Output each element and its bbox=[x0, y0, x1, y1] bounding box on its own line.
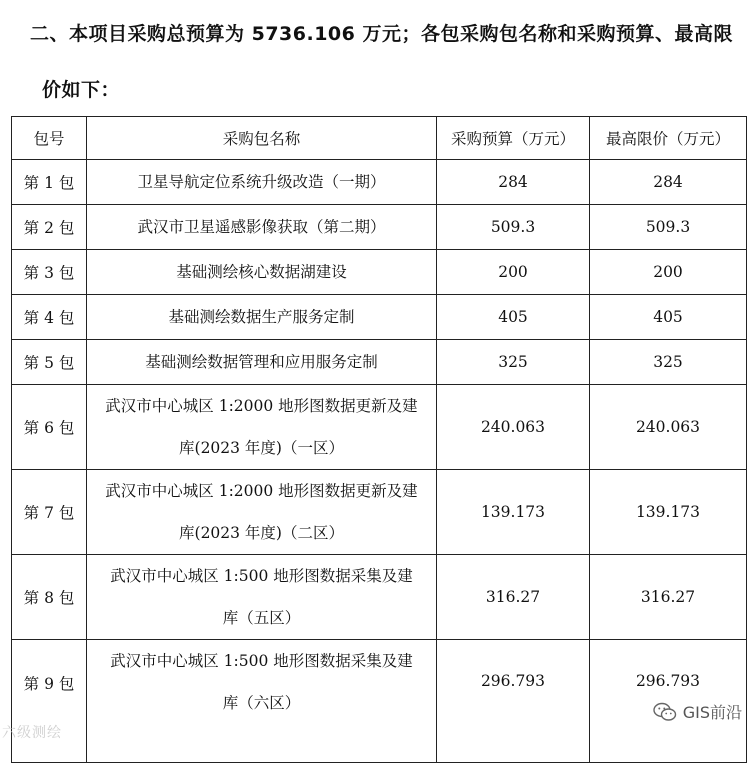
package-name-line: 库（六区） bbox=[222, 694, 301, 712]
max-price-cell: 405 bbox=[590, 295, 747, 340]
header-max-price: 最高限价（万元） bbox=[590, 117, 747, 160]
package-name-line: 武汉市卫星遥感影像获取（第二期） bbox=[137, 218, 386, 236]
table-header-row bbox=[12, 117, 747, 160]
section-heading bbox=[30, 6, 746, 118]
max-price-cell: 284 bbox=[590, 160, 747, 205]
package-name-line: 库(2023 年度)（二区） bbox=[179, 524, 344, 542]
package-name-cell bbox=[87, 640, 437, 763]
watermark-right bbox=[653, 700, 742, 723]
package-name-line: 库（五区） bbox=[222, 609, 301, 627]
watermark-right-text: GIS前沿 bbox=[682, 703, 742, 722]
max-price-cell: 296.793 bbox=[590, 640, 747, 763]
table-row bbox=[12, 295, 747, 340]
package-name-line: 武汉市中心城区 1:500 地形图数据采集及建 bbox=[110, 567, 413, 585]
package-name-cell bbox=[87, 205, 437, 250]
header-package-name: 采购包名称 bbox=[87, 117, 437, 160]
table-row bbox=[12, 250, 747, 295]
package-number-cell: 第 4 包 bbox=[12, 295, 87, 340]
package-name-cell bbox=[87, 295, 437, 340]
package-name-line: 武汉市中心城区 1:2000 地形图数据更新及建 bbox=[105, 397, 418, 415]
package-number-cell: 第 2 包 bbox=[12, 205, 87, 250]
budget-cell: 405 bbox=[437, 295, 590, 340]
package-name-line: 基础测绘数据管理和应用服务定制 bbox=[145, 353, 378, 371]
package-name-line: 库(2023 年度)（一区） bbox=[179, 439, 344, 457]
package-name-line: 基础测绘数据生产服务定制 bbox=[168, 308, 355, 326]
table-body bbox=[12, 160, 747, 763]
heading-line-2: 价如下： bbox=[42, 79, 121, 101]
package-name-cell bbox=[87, 385, 437, 470]
budget-cell: 139.173 bbox=[437, 470, 590, 555]
heading-line-1: 二、本项目采购总预算为 5736.106 万元；各包采购包名称和采购预算、最高限 bbox=[30, 23, 733, 45]
package-number-cell: 第 7 包 bbox=[12, 470, 87, 555]
table-row bbox=[12, 470, 747, 555]
max-price-cell: 509.3 bbox=[590, 205, 747, 250]
budget-cell: 284 bbox=[437, 160, 590, 205]
table-row bbox=[12, 205, 747, 250]
package-number-cell: 第 8 包 bbox=[12, 555, 87, 640]
package-number-cell: 第 6 包 bbox=[12, 385, 87, 470]
max-price-cell: 139.173 bbox=[590, 470, 747, 555]
budget-cell: 296.793 bbox=[437, 640, 590, 763]
header-budget: 采购预算（万元） bbox=[437, 117, 590, 160]
package-name-line: 基础测绘核心数据湖建设 bbox=[176, 263, 347, 281]
table-row bbox=[12, 555, 747, 640]
budget-cell: 200 bbox=[437, 250, 590, 295]
budget-cell: 240.063 bbox=[437, 385, 590, 470]
package-name-cell bbox=[87, 160, 437, 205]
package-name-line: 武汉市中心城区 1:2000 地形图数据更新及建 bbox=[105, 482, 418, 500]
table-row bbox=[12, 160, 747, 205]
procurement-table bbox=[11, 116, 747, 763]
table-row bbox=[12, 385, 747, 470]
budget-cell: 325 bbox=[437, 340, 590, 385]
package-name-cell bbox=[87, 555, 437, 640]
package-name-line: 卫星导航定位系统升级改造（一期） bbox=[137, 173, 386, 191]
package-number-cell: 第 5 包 bbox=[12, 340, 87, 385]
max-price-cell: 200 bbox=[590, 250, 747, 295]
table-row bbox=[12, 340, 747, 385]
package-name-line: 武汉市中心城区 1:500 地形图数据采集及建 bbox=[110, 652, 413, 670]
max-price-cell: 325 bbox=[590, 340, 747, 385]
package-number-cell: 第 3 包 bbox=[12, 250, 87, 295]
package-name-cell bbox=[87, 340, 437, 385]
wechat-icon bbox=[653, 702, 677, 722]
budget-cell: 316.27 bbox=[437, 555, 590, 640]
package-name-cell bbox=[87, 470, 437, 555]
header-package-no: 包号 bbox=[12, 117, 87, 160]
max-price-cell: 316.27 bbox=[590, 555, 747, 640]
watermark-left: 六级测绘 bbox=[2, 725, 62, 741]
package-number-cell: 第 9 包 bbox=[12, 640, 87, 763]
package-number-cell: 第 1 包 bbox=[12, 160, 87, 205]
budget-cell: 509.3 bbox=[437, 205, 590, 250]
table-row bbox=[12, 640, 747, 763]
package-name-cell bbox=[87, 250, 437, 295]
max-price-cell: 240.063 bbox=[590, 385, 747, 470]
